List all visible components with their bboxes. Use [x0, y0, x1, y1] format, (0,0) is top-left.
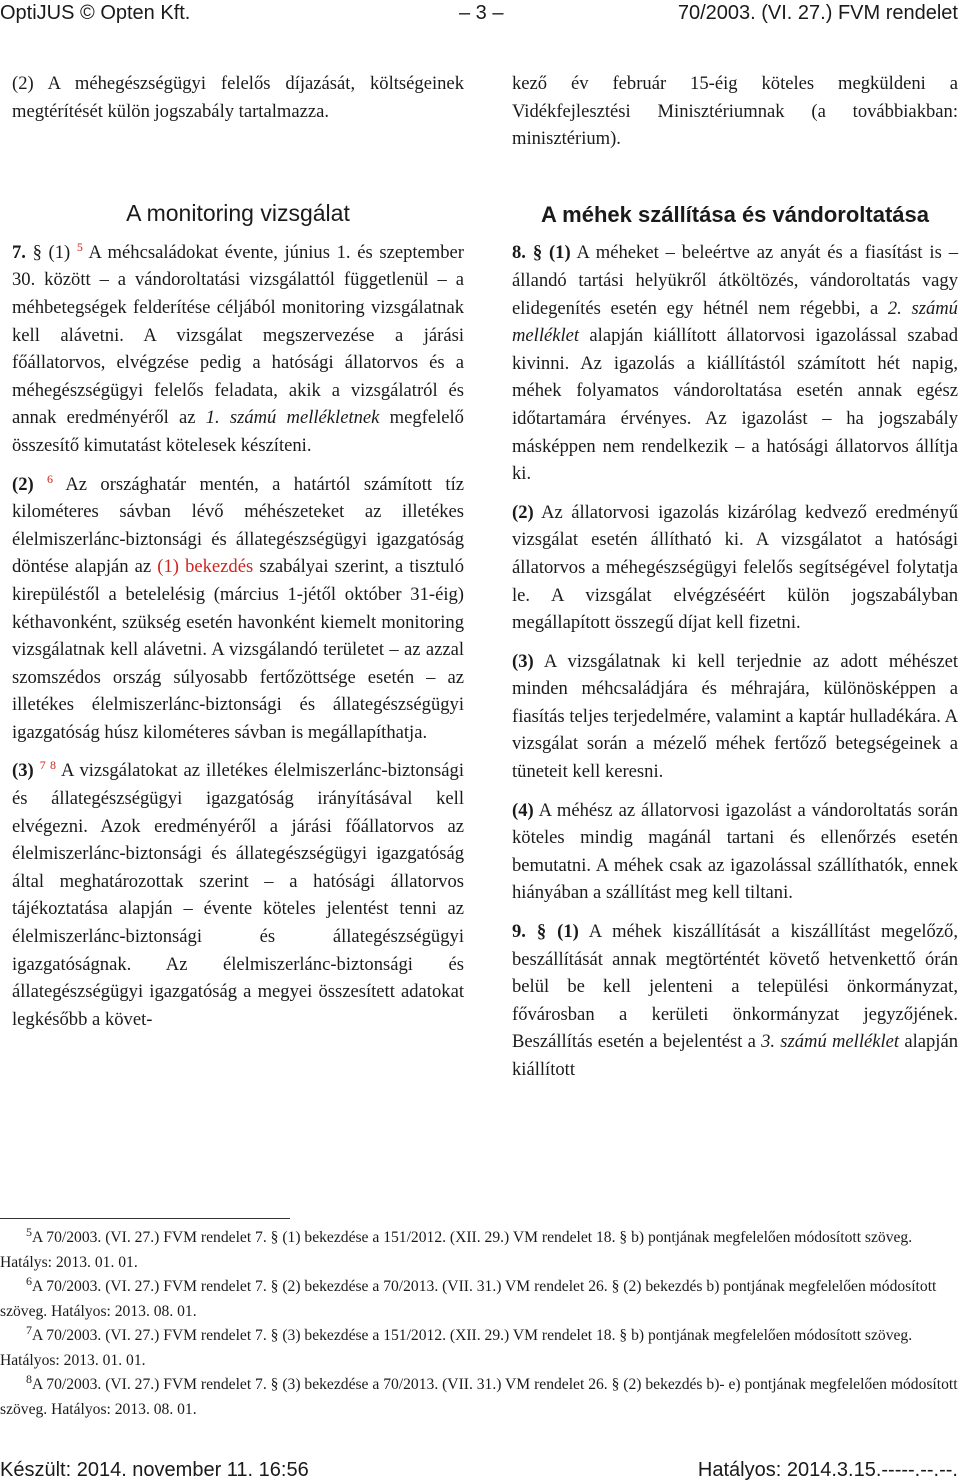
- paragraph-8-4: (4) A méhész az állatorvosi igazolást a vándoroltatás során köteles mindig magánál tartani és ellenőrzés esetén bemutatni. A méhek csak az igazolással szállíthatók, ennek hiányában a szállítást meg kell tiltani.: [512, 799, 958, 904]
- header-document-title: 70/2003. (VI. 27.) FVM rendelet: [677, 2, 958, 24]
- paragraph-mark: § (1): [536, 921, 579, 943]
- section-number-9: 9.: [512, 921, 526, 943]
- section-heading-transport: A méhek szállítása és vándoroltatása: [540, 201, 930, 227]
- footnote-6: $^6$A 70/2003. (VI. 27.) FVM rendelet 7. § (2) bekezdése a 70/2013. (VII. 31.) VM rendelet 26. § (2) bekezdés b) pontjának megfelelően módosított szöveg. Hatályos: 2013. 08. 01.: [0, 1273, 937, 1320]
- header-publisher: OptiJUS © Opten Kft.: [0, 2, 191, 24]
- paragraph-6-2: (2) A méhegészségügyi felelős díjazását, költségeinek megtérítését külön jogszabály tartalmazza.: [12, 73, 464, 122]
- paragraph-mark: (2): [12, 473, 34, 495]
- section-heading-monitoring: A monitoring vizsgálat: [126, 200, 350, 227]
- footer-generated-date: Készült: 2014. november 11. 16:56: [0, 1459, 309, 1481]
- section-number-8: 8.: [512, 242, 526, 264]
- annex-3-reference: 3. számú melléklet: [761, 1031, 900, 1053]
- paragraph-9-1: 9. § (1) A méhek kiszállítását a kiszállítást megelőző, beszállítását annak megtörténtét követő hetvenkettő órán belül be kell jelenteni a települési önkormányzat, fővárosban a kerületi önkormányzat jegyzőjének. Beszállítás esetén a bejelentést a 3. számú melléklet alapján kiállított: [512, 921, 958, 1080]
- footnote-5: $^5$A 70/2003. (VI. 27.) FVM rendelet 7. § (1) bekezdése a 151/2012. (XII. 29.) VM rendelet 18. § b) pontjának megfelelően módosított szöveg. Hatálys: 2013. 01. 01.: [0, 1224, 913, 1271]
- paragraph-mark: § (1): [532, 242, 571, 264]
- left-column: [12, 70, 464, 1033]
- paragraph-mark: (3): [12, 760, 34, 782]
- annex-1-reference: 1. számú mellékletnek: [205, 407, 380, 429]
- footnotes: [0, 1226, 960, 1422]
- header-page-number: – 3 –: [459, 2, 504, 24]
- paragraph-8-2: (2) Az állatorvosi igazolás kizárólag kedvező eredményű vizsgálat esetén állítható ki. A vizsgálatot a hatósági állatorvos a méhegészségügyi felelős segítségével folytatja le. A vizsgálat elvégzéséért külön jogszabályban megállapított összegű díjat kell fizetni.: [512, 501, 958, 634]
- paragraph-mark: (4): [512, 799, 534, 821]
- footnote-ref-5[interactable]: 5: [76, 239, 83, 254]
- paragraph-mark: (2): [512, 501, 534, 523]
- page-footer: [0, 1457, 960, 1484]
- paragraph-7-2: (2) $^6$ Az országhatár mentén, a határtól számított tíz kilométeres sávban lévő méhészeteket az illetékes élelmiszerlánc-biztonsági és állategészségügyi igazgatóság döntése alapján az (1) bekezdés szabályai szerint, a tisztuló kirepüléstől a betelelésig (március 1-jétől október 31-éig) kéthavonként, szükség esetén havonként kiemelt monitoring vizsgálatnak kell alávetni. A vizsgálandó területet – az azzal szomszédos ország súlyosabb fertőzöttsége esetén – az illetékes élelmiszerlánc-biztonsági és állategészségügyi igazgatóság húsz kilométeres sávban is megállapíthatja.: [12, 471, 465, 743]
- page-header: [0, 0, 960, 30]
- paragraph-7-3: (3) $^{7 8}$ A vizsgálatokat az illetékes élelmiszerlánc-biztonsági és állategészségügyi igazgatóság irányításával kell elvégezni. Azok eredményéről a járási főállatorvos az élelmiszerlánc-biztonsági és állategészségügyi igazgatóság által meghatározottak szerint – a hatósági állatorvos tájékoztatása alapján – évente köteles jelentést tenni az élelmiszerlánc-biztonsági és állategészségügyi igazgatóságnak. Az élelmiszerlánc-biztonsági és állategészségügyi igazgatóság a megyei összesített adatokat legkésőbb a követ-: [12, 758, 465, 1030]
- footnote-ref-7-8[interactable]: 7 8: [39, 758, 57, 773]
- annex-2-reference: 2. számú melléklet: [512, 297, 958, 347]
- paragraph-8-3: (3) A vizsgálatnak ki kell terjednie az adott méhészet minden méhcsaládjára és méhrajára, különösképpen a fiasítás teljes terjedelmére, valamint a kaptár hulladékára. A vizsgálat során a mézelő méhek fertőző betegségeinek a tüneteit kell keresni.: [512, 650, 958, 783]
- paragraph-continuation: kező év február 15-éig köteles megküldeni a Vidékfejlesztési Minisztériumnak (a továbbiakban: minisztérium).: [512, 73, 958, 150]
- right-column: [512, 70, 958, 1084]
- footnote-7: $^7$A 70/2003. (VI. 27.) FVM rendelet 7. § (3) bekezdése a 151/2012. (XII. 29.) VM rendelet 18. § b) pontjának megfelelően módosított szöveg. Hatályos: 2013. 01. 01.: [0, 1322, 913, 1369]
- paragraph-1-link[interactable]: (1) bekezdés: [157, 556, 254, 578]
- footnote-8: $^8$A 70/2003. (VI. 27.) FVM rendelet 7. § (3) bekezdése a 70/2013. (VII. 31.) VM rendelet 26. § (2) bekezdés b)- e) pontjának megfelelően módosított szöveg. Hatályos: 2013. 08. 01.: [0, 1371, 958, 1418]
- paragraph-mark: § (1): [32, 241, 71, 263]
- paragraph-8-1: 8. § (1) A méheket – beleértve az anyát és a fiasítást is – állandó tartási helyükről átköltözés, vándoroltatás vagy elidegenítés esetén egy hétnél nem régebbi, a 2. számú melléklet alapján kiállított állatorvosi igazolással szabad kivinni. Az igazolás a kiállítástól számított hét napig, méhek folyamatos vándoroltatása esetén annak egész időtartamára érvényes. Az igazolást – ha jogszabály másképpen nem rendelkezik – a hatósági állatorvos állítja ki.: [512, 242, 958, 485]
- paragraph-7-1: 7. § (1) $^5$ A méhcsaládokat évente, június 1. és szeptember 30. között – a vándoroltatási vizsgálattól függetlenül – a méhbetegségek felderítése céljából monitoring vizsgálatnak kell alávetni. A vizsgálat megszervezése a járási főállatorvos, elvégzése pedig a hatósági állatorvos és a méhegészségügyi felelős feladata, akik a vizsgálatról és annak eredményéről az 1. számú mellékletnek megfelelő összesítő kimutatást kötelesek készíteni.: [12, 239, 464, 456]
- footnote-divider: [0, 1218, 290, 1219]
- footer-effective-date: Hatályos: 2014.3.15.-----.--.--.: [697, 1459, 958, 1481]
- paragraph-mark: (3): [512, 650, 534, 672]
- section-number-7: 7.: [12, 241, 26, 263]
- footnote-ref-6[interactable]: 6: [47, 471, 54, 486]
